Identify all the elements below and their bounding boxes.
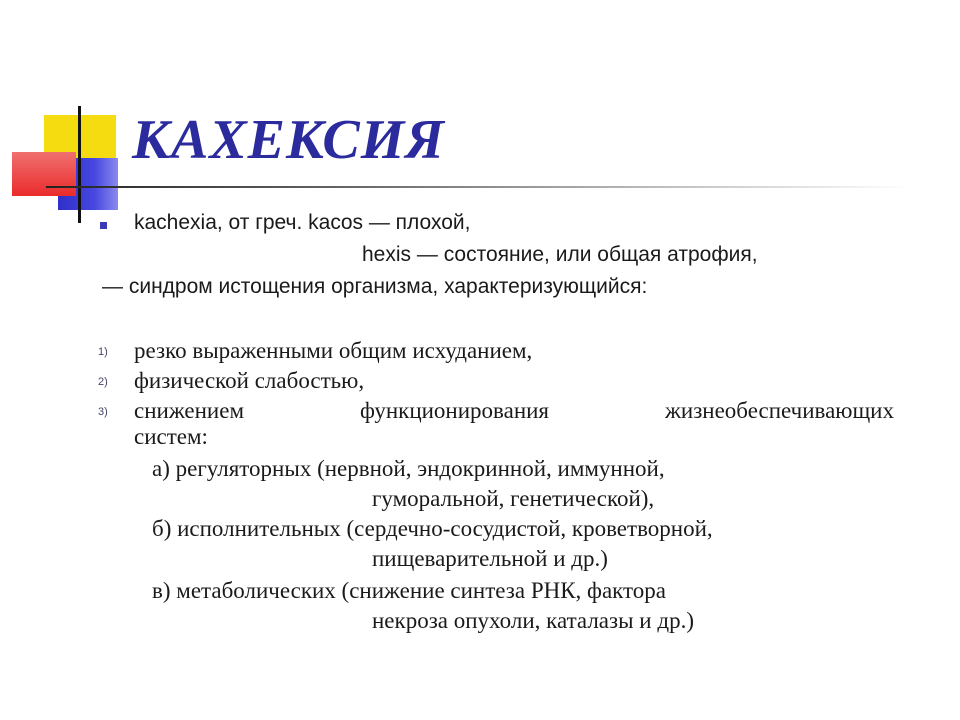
decor-vertical-line bbox=[78, 106, 81, 223]
slide-title: КАХЕКСИЯ bbox=[132, 109, 445, 171]
list-word: жизнеобеспечивающих bbox=[665, 398, 894, 423]
subitem-line: гуморальной, генетической), bbox=[372, 486, 655, 511]
list-number: 3) bbox=[98, 406, 108, 418]
subitem-line: в) метаболических (снижение синтеза РНК, фактора bbox=[152, 578, 666, 603]
decor-horizontal-line bbox=[46, 186, 910, 188]
list-word: функционирования bbox=[360, 398, 550, 423]
definition-line-1: kachexia, от греч. kacos — плохой, bbox=[134, 211, 471, 234]
list-number: 2) bbox=[98, 376, 108, 388]
list-number: 1) bbox=[98, 346, 108, 358]
list-item-3-continuation: систем: bbox=[134, 424, 208, 449]
subitem-line: б) исполнительных (сердечно-сосудистой, кроветворной, bbox=[152, 516, 713, 541]
list-item-text: физической слабостью, bbox=[134, 368, 365, 393]
list-item-text: резко выраженными общим исхуданием, bbox=[134, 338, 533, 363]
square-bullet-icon bbox=[100, 222, 107, 229]
list-word: снижением bbox=[134, 398, 245, 423]
subitem-line: а) регуляторных (нервной, эндокринной, иммунной, bbox=[152, 456, 665, 481]
definition-line-2: hexis — состояние, или общая атрофия, bbox=[362, 243, 758, 266]
subitem-line: некроза опухоли, каталазы и др.) bbox=[372, 608, 694, 633]
list-item-3-justified-text bbox=[134, 398, 894, 424]
subitem-line: пищеварительной и др.) bbox=[372, 546, 608, 571]
decor-red-square bbox=[12, 152, 76, 196]
definition-line-3: — синдром истощения организма, характеризующийся: bbox=[102, 275, 648, 298]
